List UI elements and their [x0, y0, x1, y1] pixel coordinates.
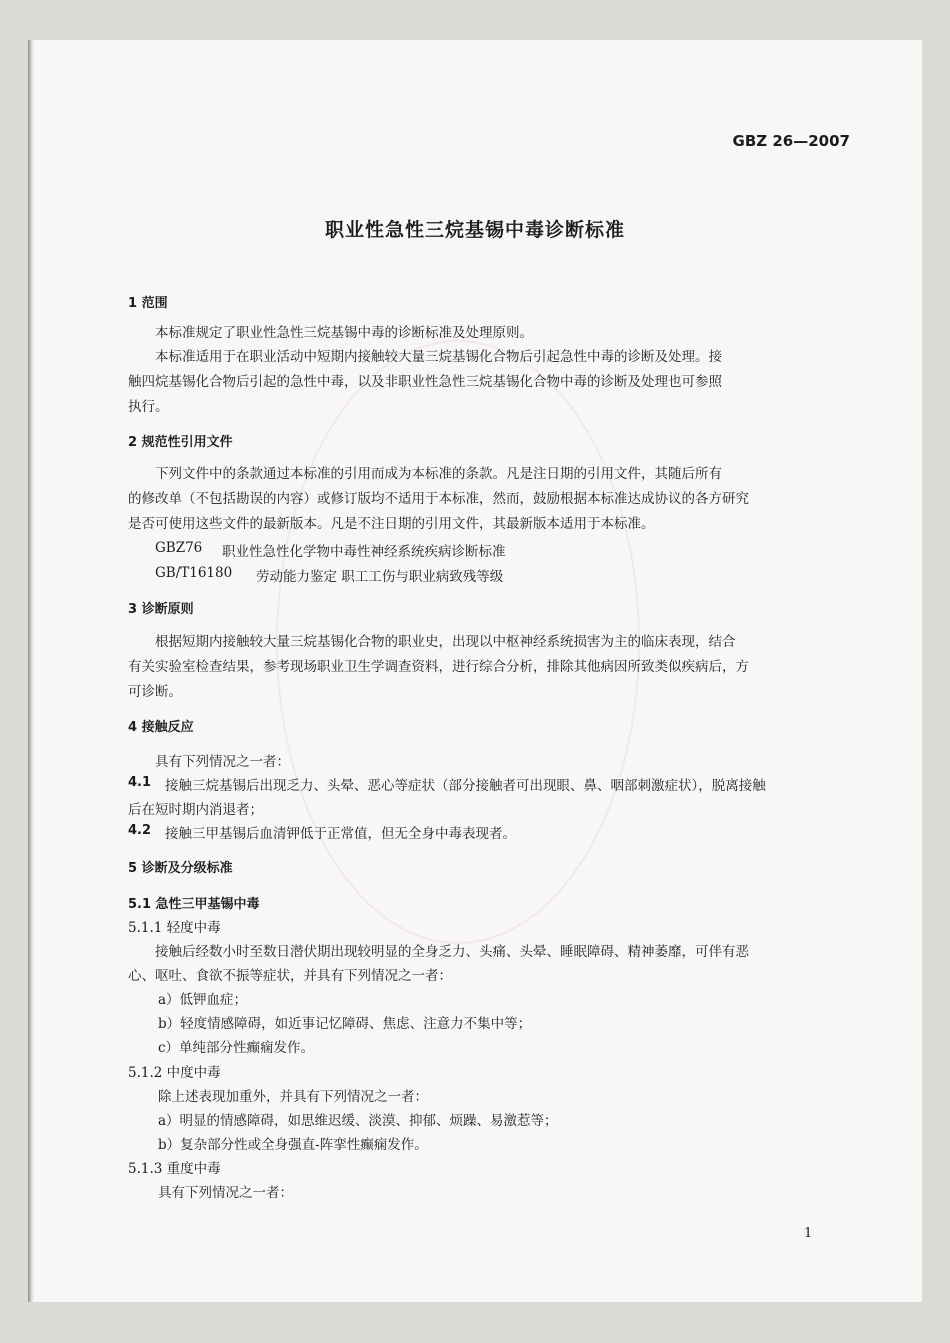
section-4-heading: 4 接触反应 [128, 720, 194, 735]
s511-item-b: b）轻度情感障碍，如近事记忆障碍、焦虑、注意力不集中等； [158, 1016, 532, 1032]
s512-item-b: b）复杂部分性或全身强直-阵挛性癫痫发作。 [158, 1137, 428, 1153]
s2-paragraph-line-1: 下列文件中的条款通过本标准的引用而成为本标准的条款。凡是注日期的引用文件，其随后所有 [155, 466, 722, 482]
reference-2-code: GB/T16180 [155, 565, 233, 581]
s513-intro: 具有下列情况之一者： [158, 1185, 293, 1201]
s511-item-a: a）低钾血症； [158, 992, 248, 1008]
item-4-1-line-1: 接触三烷基锡后出现乏力、头晕、恶心等症状（部分接触者可出现眼、鼻、咽部刺激症状），脱离接触 [165, 778, 766, 794]
s4-intro: 具有下列情况之一者： [155, 754, 290, 770]
section-5-1-heading: 5.1 急性三甲基锡中毒 [128, 897, 260, 912]
s511-paragraph-line-1: 接触后经数小时至数日潜伏期出现较明显的全身乏力、头痛、头晕、睡眠障碍、精神萎靡，可伴有恶 [155, 944, 749, 960]
section-5-1-2-heading: 5.1.2 中度中毒 [128, 1065, 221, 1081]
reference-1-title: 职业性急性化学物中毒性神经系统疾病诊断标准 [222, 544, 506, 560]
section-1-heading: 1 范围 [128, 296, 168, 311]
s2-paragraph-line-3: 是否可使用这些文件的最新版本。凡是不注日期的引用文件，其最新版本适用于本标准。 [128, 516, 655, 532]
section-2-heading: 2 规范性引用文件 [128, 435, 233, 450]
s1-paragraph-2-line-2: 触四烷基锡化合物后引起的急性中毒，以及非职业性急性三烷基锡化合物中毒的诊断及处理也可参照 [128, 374, 722, 390]
s512-intro: 除上述表现加重外，并具有下列情况之一者： [158, 1089, 428, 1105]
reference-2-title: 劳动能力鉴定 职工工伤与职业病致残等级 [256, 569, 504, 585]
item-4-1-number: 4.1 [128, 775, 152, 790]
s1-paragraph-1: 本标准规定了职业性急性三烷基锡中毒的诊断标准及处理原则。 [155, 325, 533, 341]
section-5-1-1-heading: 5.1.1 轻度中毒 [128, 920, 221, 936]
s3-paragraph-line-3: 可诊断。 [128, 684, 182, 700]
s512-item-a: a）明显的情感障碍，如思维迟缓、淡漠、抑郁、烦躁、易激惹等； [158, 1113, 558, 1129]
s1-paragraph-2-line-1: 本标准适用于在职业活动中短期内接触较大量三烷基锡化合物后引起急性中毒的诊断及处理。接 [155, 349, 722, 365]
s511-paragraph-line-2: 心、呕吐、食欲不振等症状，并具有下列情况之一者： [128, 968, 452, 984]
page-number: 1 [804, 1226, 813, 1241]
s3-paragraph-line-1: 根据短期内接触较大量三烷基锡化合物的职业史，出现以中枢神经系统损害为主的临床表现，结合 [155, 634, 736, 650]
section-3-heading: 3 诊断原则 [128, 602, 194, 617]
s3-paragraph-line-2: 有关实验室检查结果，参考现场职业卫生学调查资料，进行综合分析，排除其他病因所致类似疾病后，方 [128, 659, 749, 675]
section-5-heading: 5 诊断及分级标准 [128, 861, 233, 876]
section-5-1-3-heading: 5.1.3 重度中毒 [128, 1161, 221, 1177]
reference-1-code: GBZ76 [155, 540, 203, 556]
standard-code: GBZ 26—2007 [732, 132, 850, 150]
s511-item-c: c）单纯部分性癫痫发作。 [158, 1040, 315, 1056]
item-4-1-line-2: 后在短时期内消退者； [128, 802, 263, 818]
s2-paragraph-line-2: 的修改单（不包括勘误的内容）或修订版均不适用于本标准，然而，鼓励根据本标准达成协议的各方研究 [128, 491, 749, 507]
item-4-2-number: 4.2 [128, 823, 152, 838]
s1-paragraph-2-line-3: 执行。 [128, 399, 169, 415]
item-4-2-text: 接触三甲基锡后血清钾低于正常值，但无全身中毒表现者。 [165, 826, 516, 842]
document-title: 职业性急性三烷基锡中毒诊断标准 [324, 219, 625, 241]
